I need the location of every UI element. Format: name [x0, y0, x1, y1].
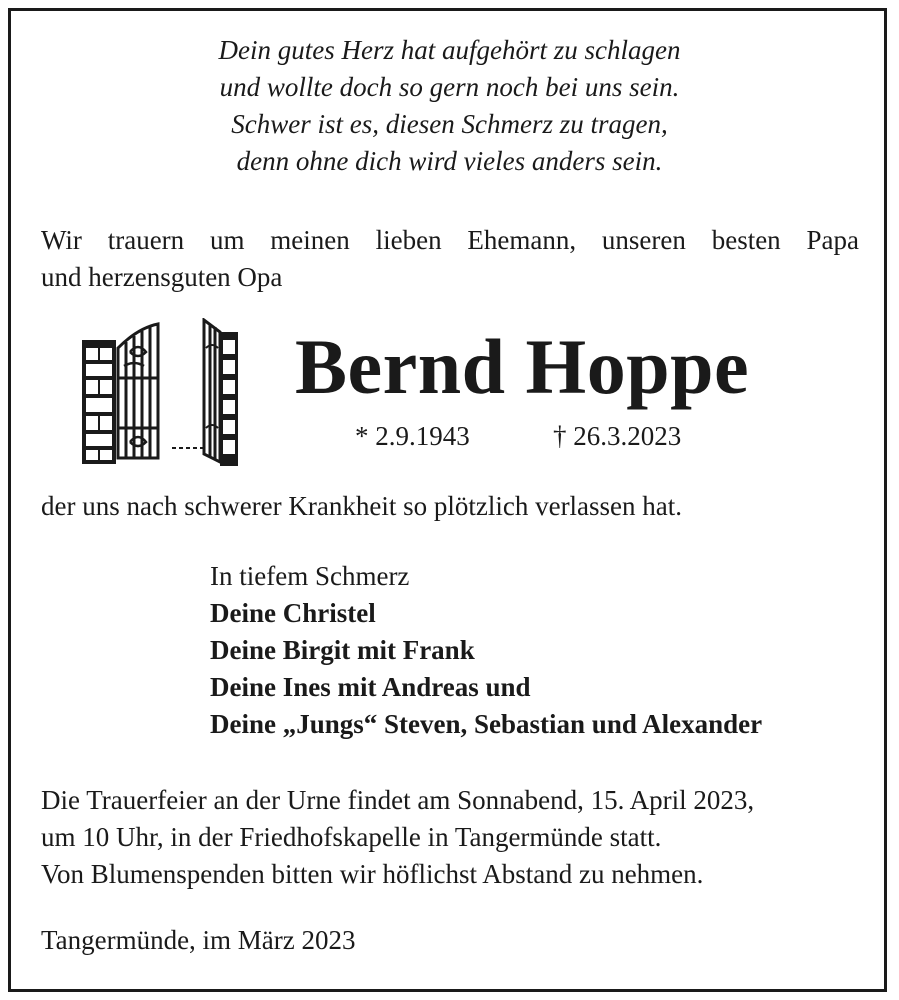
intro-line: und herzensguten Opa	[41, 262, 283, 292]
mourner-name: Deine Ines mit Andreas und	[210, 672, 531, 702]
funeral-line: Von Blumenspenden bitten wir höflichst Abstand zu nehmen.	[41, 859, 704, 889]
funeral-line: Die Trauerfeier an der Urne findet am Sonnabend, 15. April 2023,	[41, 785, 755, 815]
place-date: Tangermünde, im März 2023	[41, 925, 356, 955]
poem-line: und wollte doch so gern noch bei uns sein.	[219, 72, 680, 102]
mourner-name: Deine Birgit mit Frank	[210, 635, 475, 665]
poem-line: Dein gutes Herz hat aufgehört zu schlagen	[218, 35, 681, 65]
funeral-line: um 10 Uhr, in der Friedhofskapelle in Tangermünde statt.	[41, 822, 662, 852]
mourner-name: Deine „Jungs“ Steven, Sebastian und Alexander	[210, 709, 763, 739]
intro-line: Wir trauern um meinen lieben Ehemann, unseren besten Papa	[41, 225, 859, 255]
mourners-block	[210, 558, 762, 743]
intro-text	[41, 222, 859, 296]
death-date: † 26.3.2023	[553, 421, 682, 451]
birth-date: * 2.9.1943	[355, 421, 470, 451]
open-gate-icon	[80, 318, 240, 468]
poem	[0, 32, 899, 180]
passing-text: der uns nach schwerer Krankheit so plötzlich verlassen hat.	[41, 491, 683, 521]
poem-line: denn ohne dich wird vieles anders sein.	[236, 146, 663, 176]
funeral-info	[41, 782, 754, 893]
poem-line: Schwer ist es, diesen Schmerz zu tragen,	[231, 109, 668, 139]
mourner-name: Deine Christel	[210, 598, 376, 628]
mourners-heading: In tiefem Schmerz	[210, 561, 410, 591]
right-gate-leaf	[204, 320, 220, 462]
deceased-name: Bernd Hoppe	[295, 323, 750, 410]
